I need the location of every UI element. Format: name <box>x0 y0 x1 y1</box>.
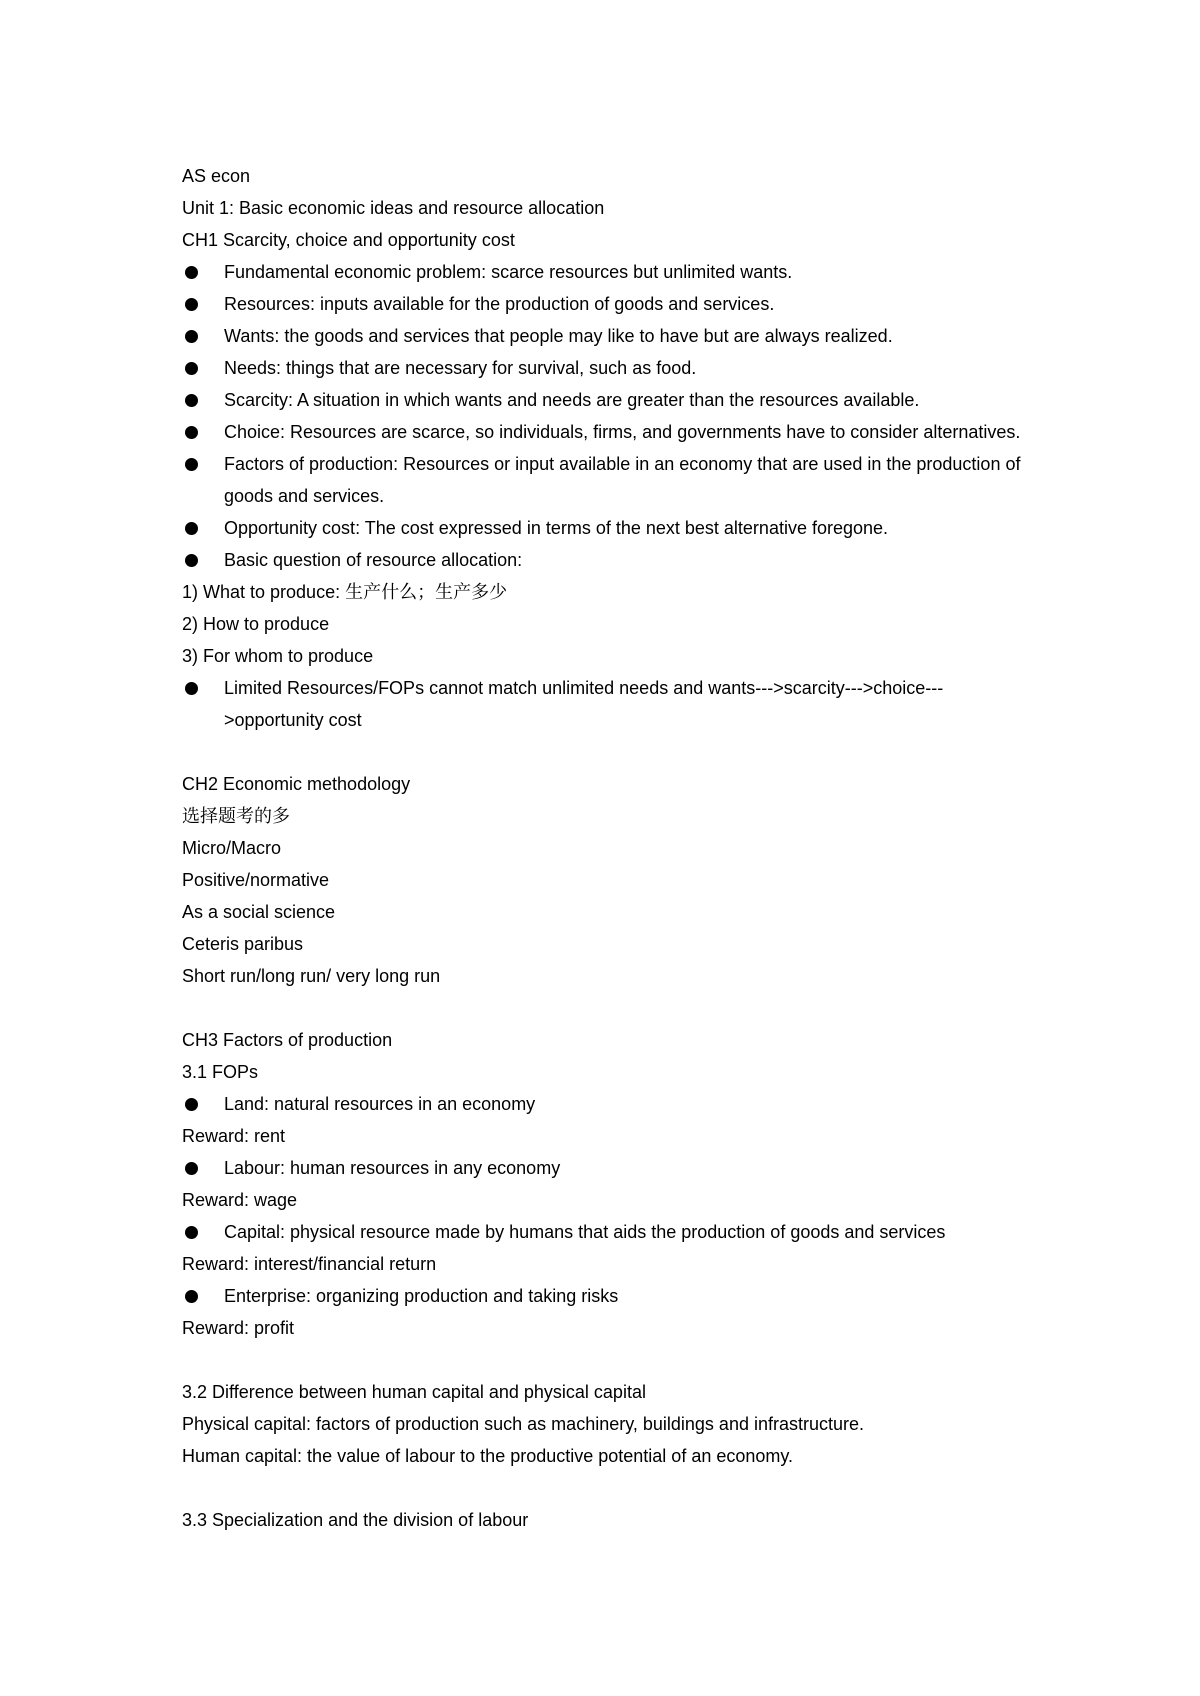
ch1-bullet: Needs: things that are necessary for survival, such as food. <box>182 352 1042 384</box>
fop-reward: Reward: rent <box>182 1126 286 1146</box>
ch2-line: Short run/long run/ very long run <box>182 966 441 986</box>
blank-line <box>182 1344 1042 1376</box>
question-item: 3) For whom to produce <box>182 646 374 666</box>
ch2-line: As a social science <box>182 902 336 922</box>
ch1-bullet: Scarcity: A situation in which wants and needs are greater than the resources available. <box>182 384 1042 416</box>
ch1-heading: CH1 Scarcity, choice and opportunity cost <box>182 230 515 250</box>
ch2-line: 选择题考的多 <box>182 806 290 826</box>
ch1-bullet: Basic question of resource allocation: <box>182 544 1042 576</box>
bullet-dot <box>185 682 198 695</box>
bullet-dot <box>185 1226 198 1239</box>
ch1-bullet: Resources: inputs available for the production of goods and services. <box>182 288 1042 320</box>
bullet-dot <box>185 1290 198 1303</box>
ch2-heading: CH2 Economic methodology <box>182 774 411 794</box>
fop-bullet: Enterprise: organizing production and taking risks <box>182 1280 1042 1312</box>
ch3-heading: CH3 Factors of production <box>182 1030 393 1050</box>
bullet-dot <box>185 298 198 311</box>
bullet-dot <box>185 266 198 279</box>
blank-line <box>182 992 1042 1024</box>
fop-reward: Reward: interest/financial return <box>182 1254 437 1274</box>
bullet-dot <box>185 362 198 375</box>
bullet-dot <box>185 458 198 471</box>
ch1-bullet: Opportunity cost: The cost expressed in terms of the next best alternative foregone. <box>182 512 1042 544</box>
bullet-dot <box>185 1098 198 1111</box>
ch3-subheading: 3.2 Difference between human capital and physical capital <box>182 1382 646 1402</box>
ch2-line: Ceteris paribus <box>182 934 304 954</box>
document-page <box>182 160 1042 1536</box>
bullet-dot <box>185 394 198 407</box>
ch2-line: Micro/Macro <box>182 838 282 858</box>
ch1-bullet: Fundamental economic problem: scarce resources but unlimited wants. <box>182 256 1042 288</box>
fop-reward: Reward: wage <box>182 1190 298 1210</box>
question-item: 1) What to produce: 生产什么；生产多少 <box>182 582 508 602</box>
human-capital-definition: Human capital: the value of labour to the productive potential of an economy. <box>182 1446 794 1466</box>
bullet-dot <box>185 426 198 439</box>
physical-capital-definition: Physical capital: factors of production such as machinery, buildings and infrastructure. <box>182 1414 865 1434</box>
question-item: 2) How to produce <box>182 614 330 634</box>
ch1-bullet: Factors of production: Resources or input available in an economy that are used in the production of goods and services. <box>182 448 1042 512</box>
ch3-subheading: 3.3 Specialization and the division of labour <box>182 1510 529 1530</box>
fop-bullet: Capital: physical resource made by humans that aids the production of goods and services <box>182 1216 1042 1248</box>
unit-heading: Unit 1: Basic economic ideas and resource allocation <box>182 198 605 218</box>
blank-line <box>182 736 1042 768</box>
ch1-bullet: Choice: Resources are scarce, so individuals, firms, and governments have to consider alternatives. <box>182 416 1042 448</box>
ch2-line: Positive/normative <box>182 870 330 890</box>
fop-bullet: Land: natural resources in an economy <box>182 1088 1042 1120</box>
bullet-dot <box>185 554 198 567</box>
blank-line <box>182 1472 1042 1504</box>
bullet-dot <box>185 330 198 343</box>
fop-reward: Reward: profit <box>182 1318 295 1338</box>
ch1-bullet: Limited Resources/FOPs cannot match unlimited needs and wants--->scarcity--->choice--->opportunity cost <box>182 672 1042 736</box>
fop-bullet: Labour: human resources in any economy <box>182 1152 1042 1184</box>
ch3-subheading: 3.1 FOPs <box>182 1062 259 1082</box>
document-title: AS econ <box>182 166 251 186</box>
bullet-dot <box>185 1162 198 1175</box>
ch1-bullet: Wants: the goods and services that people may like to have but are always realized. <box>182 320 1042 352</box>
bullet-dot <box>185 522 198 535</box>
